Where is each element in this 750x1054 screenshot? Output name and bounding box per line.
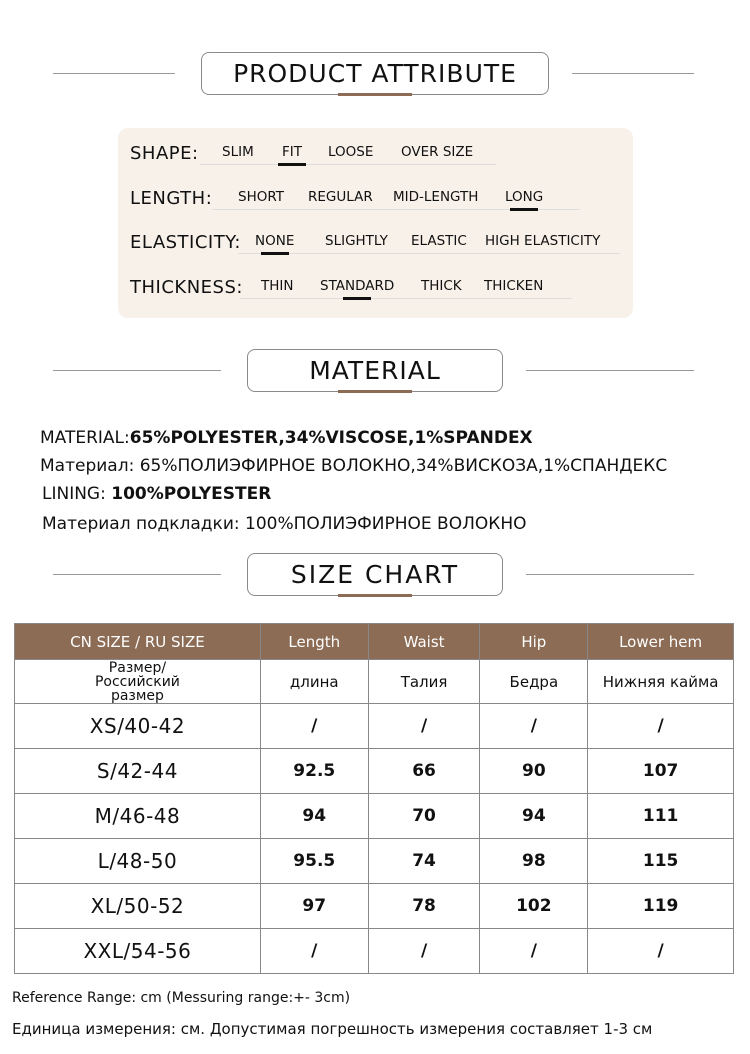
column-header: Length <box>260 624 368 660</box>
measurement-cell: / <box>480 704 588 749</box>
attribute-rule <box>240 298 572 299</box>
measurement-cell: / <box>260 704 368 749</box>
attribute-option: SLIM <box>222 144 254 160</box>
measurement-cell: 97 <box>260 884 368 929</box>
attribute-label: ELASTICITY: <box>130 232 241 253</box>
column-subheader: длина <box>260 660 368 704</box>
measurement-cell: 119 <box>588 884 734 929</box>
material-label: MATERIAL: <box>40 428 130 448</box>
measurement-cell: / <box>368 704 480 749</box>
attribute-option: SHORT <box>238 189 284 205</box>
divider <box>53 370 221 371</box>
attribute-option: REGULAR <box>308 189 373 205</box>
lining-label: LINING: <box>42 484 106 504</box>
column-header: Lower hem <box>588 624 734 660</box>
attribute-label: THICKNESS: <box>130 277 243 298</box>
reference-note: Reference Range: cm (Messuring range:+- 3cm) <box>12 990 351 1006</box>
size-chart-table <box>14 623 734 974</box>
measurement-cell: 78 <box>368 884 480 929</box>
attribute-option-selected: FIT <box>282 144 302 160</box>
reference-note-ru: Единица измерения: см. Допустимая погрешность измерения составляет 1-3 см <box>12 1020 653 1038</box>
measurement-cell: 98 <box>480 839 588 884</box>
size-cell: L/48-50 <box>15 839 261 884</box>
attribute-option: SLIGHTLY <box>325 233 388 249</box>
divider <box>526 574 694 575</box>
measurement-cell: / <box>368 929 480 974</box>
attribute-option: ELASTIC <box>411 233 467 249</box>
attribute-option-selected: LONG <box>505 189 544 205</box>
attribute-rule <box>238 253 620 254</box>
title-text: SIZE CHART <box>290 560 460 589</box>
measurement-cell: 107 <box>588 749 734 794</box>
size-cell: XL/50-52 <box>15 884 261 929</box>
table-row <box>15 839 734 884</box>
measurement-cell: 95.5 <box>260 839 368 884</box>
divider <box>53 73 175 74</box>
measurement-cell: / <box>588 929 734 974</box>
attribute-option: THICK <box>421 278 462 294</box>
measurement-cell: / <box>480 929 588 974</box>
table-row <box>15 929 734 974</box>
size-cell: XXL/54-56 <box>15 929 261 974</box>
size-cell: M/46-48 <box>15 794 261 839</box>
measurement-cell: 92.5 <box>260 749 368 794</box>
lining-value: 100%POLYESTER <box>111 484 272 504</box>
column-header: CN SIZE / RU SIZE <box>15 624 261 660</box>
section-title-attributes <box>201 52 549 95</box>
column-subheader: Нижняя кайма <box>588 660 734 704</box>
accent-bar <box>338 594 412 597</box>
column-subheader: Размер/Российский размер <box>15 660 261 704</box>
attribute-option-selected: STANDARD <box>320 278 395 294</box>
measurement-cell: / <box>588 704 734 749</box>
size-cell: XS/40-42 <box>15 704 261 749</box>
table-row <box>15 884 734 929</box>
column-subheader: Бедра <box>480 660 588 704</box>
divider <box>572 73 694 74</box>
lining-label-ru: Материал подкладки: <box>42 514 240 534</box>
table-row <box>15 704 734 749</box>
accent-bar <box>338 93 412 96</box>
attribute-option: LOOSE <box>328 144 374 160</box>
section-title-size-chart <box>247 553 503 596</box>
title-text: MATERIAL <box>309 356 441 385</box>
attribute-option: THICKEN <box>484 278 544 294</box>
measurement-cell: 74 <box>368 839 480 884</box>
material-value: 65%POLYESTER,34%VISCOSE,1%SPANDEX <box>129 428 533 448</box>
material-value-ru: 65%ПОЛИЭФИРНОЕ ВОЛОКНО,34%ВИСКОЗА,1%СПАНДЕКС <box>139 456 668 476</box>
table-row <box>15 749 734 794</box>
material-label-ru: Материал: <box>40 456 135 476</box>
size-cell: S/42-44 <box>15 749 261 794</box>
table-header <box>15 624 734 660</box>
attribute-option-selected: NONE <box>255 233 295 249</box>
column-subheader: Талия <box>368 660 480 704</box>
table-subheader <box>15 660 734 704</box>
attribute-option: THIN <box>261 278 294 294</box>
measurement-cell: 70 <box>368 794 480 839</box>
measurement-cell: 90 <box>480 749 588 794</box>
attribute-rule <box>200 164 496 165</box>
measurement-cell: 111 <box>588 794 734 839</box>
measurement-cell: / <box>260 929 368 974</box>
attribute-label: LENGTH: <box>130 188 213 209</box>
divider <box>526 370 694 371</box>
column-header: Hip <box>480 624 588 660</box>
measurement-cell: 102 <box>480 884 588 929</box>
attribute-label: SHAPE: <box>130 143 199 164</box>
measurement-cell: 66 <box>368 749 480 794</box>
attribute-option: OVER SIZE <box>401 144 474 160</box>
table-row <box>15 794 734 839</box>
accent-bar <box>338 390 412 393</box>
attribute-option: MID-LENGTH <box>393 189 479 205</box>
lining-value-ru: 100%ПОЛИЭФИРНОЕ ВОЛОКНО <box>245 514 527 534</box>
attribute-option: HIGH ELASTICITY <box>485 233 601 249</box>
measurement-cell: 94 <box>480 794 588 839</box>
section-title-material <box>247 349 503 392</box>
title-text: PRODUCT ATTRIBUTE <box>233 59 517 88</box>
column-header: Waist <box>368 624 480 660</box>
measurement-cell: 94 <box>260 794 368 839</box>
divider <box>53 574 221 575</box>
measurement-cell: 115 <box>588 839 734 884</box>
